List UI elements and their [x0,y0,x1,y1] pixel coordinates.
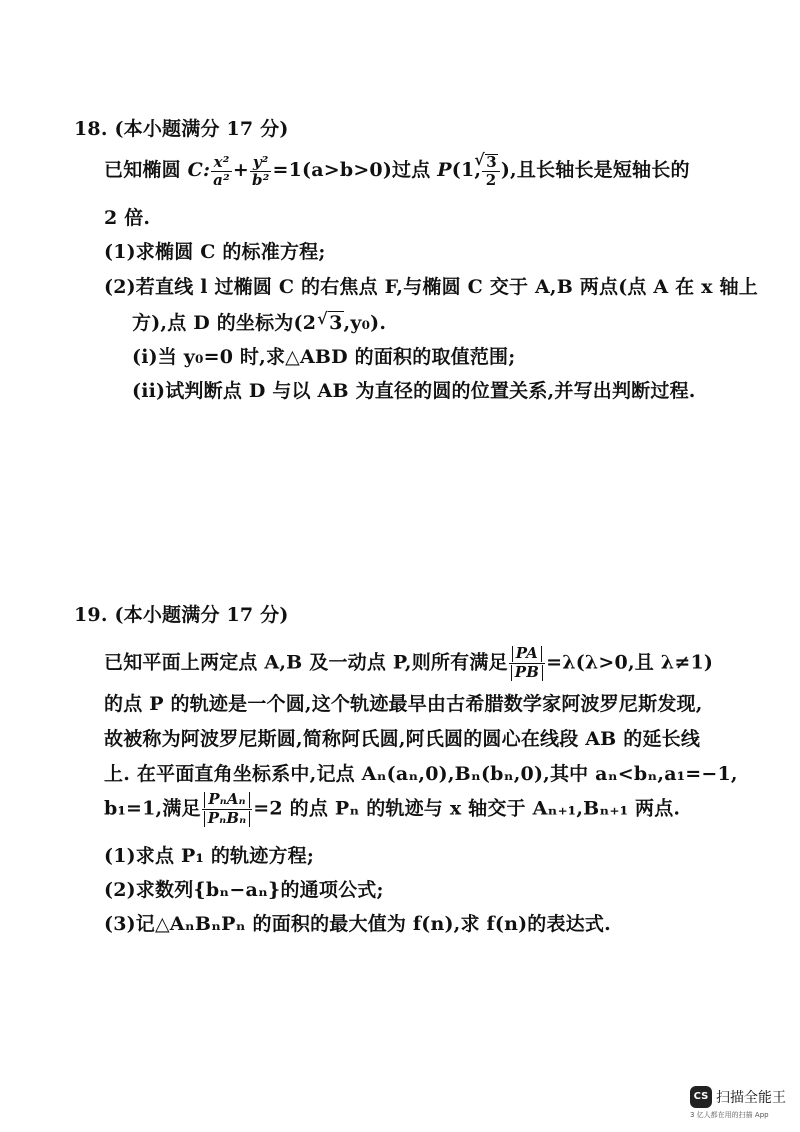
q18-l5-text-a: 方),点 D 的坐标为(2 [132,312,317,334]
q19-header: 19. (本小题满分 17 分) [74,604,289,626]
q18-part-1: (1)求椭圆 C 的标准方程; [104,241,326,263]
q18-part-2-ii: (ii)试判断点 D 与以 AB 为直径的圆的位置关系,并写出判断过程. [132,380,696,402]
q19-line-1 [104,646,713,681]
q18-line-1 [104,154,690,188]
q18-frac-x [211,152,232,189]
q19-line-4: 上. 在平面直角坐标系中,记点 Aₙ(aₙ,0),Bₙ(bₙ,0),其中 aₙ<bₙ,a₁=−1, [104,763,738,785]
q18-frac-x-den: a² [213,170,230,189]
q19-l5-text-a: b₁=1,满足 [104,797,201,820]
q19-part-2: (2)求数列{bₙ−aₙ}的通项公式; [104,879,384,901]
q19-abs-pnbn: PₙBₙ [204,811,251,827]
watermark-tagline: 3 亿人都在用的扫描 App [690,1111,769,1119]
q19-frac2-den [202,810,253,827]
q19-frac-pa-pb [509,646,545,681]
camscanner-logo-icon: CS [690,1086,712,1108]
q18-frac-sqrt-num [482,154,500,172]
q19-l5-text-b: =2 的点 Pₙ 的轨迹与 x 轴交于 Aₙ₊₁,Bₙ₊₁ 两点. [253,797,681,820]
q19-frac-num [509,646,545,664]
q19-line-3: 故被称为阿波罗尼斯圆,简称阿氏圆,阿氏圆的圆心在线段 AB 的延长线 [104,728,701,750]
q18-l1-tail: ),且长轴长是短轴长的 [500,159,690,181]
q19-l1-text-b: =λ(λ>0,且 λ≠1) [546,651,714,674]
q19-abs-pnan: PₙAₙ [204,792,249,808]
q18-frac-y [250,152,271,189]
q18-frac-sqrt-den: 2 [485,171,497,189]
q18-frac-y-num: y² [250,155,271,172]
q18-header: 18. (本小题满分 17 分) [74,118,289,140]
q18-l1-point-p: P [437,159,452,181]
q19-frac2-num [202,792,253,810]
q19-part-1: (1)求点 P₁ 的轨迹方程; [104,845,315,867]
q18-frac-y-den: b² [252,170,270,189]
q19-frac-den [509,664,545,681]
q18-l1-ellipse-name: C: [187,159,211,181]
q19-l1-text-a: 已知平面上两定点 A,B 及一动点 P,则所有满足 [104,651,508,674]
q19-frac-pnan-pnbn [202,792,253,827]
q19-abs-pb: PB [511,665,543,681]
q18-l1-plus: + [232,159,249,181]
q18-frac-x-num: x² [211,155,232,172]
q19-line-2: 的点 P 的轨迹是一个圆,这个轨迹最早由古希腊数学家阿波罗尼斯发现, [104,693,703,715]
watermark-app-name: 扫描全能王 [716,1090,786,1106]
q18-sqrt-3: √ 3 [485,154,498,170]
q18-frac-sqrt3-over-2 [482,154,500,188]
q18-part-2-cont [132,308,386,335]
q18-l1-paren: (1, [451,159,482,181]
q19-abs-pa: PA [512,646,542,662]
q18-line-2: 2 倍. [104,207,151,229]
q18-sqrt-3-b: √ 3 [328,311,343,334]
q18-l5-text-b: ,y₀). [343,312,387,334]
q18-part-2: (2)若直线 l 过椭圆 C 的右焦点 F,与椭圆 C 交于 A,B 两点(点 A 在 x 轴上 [104,276,758,298]
q19-part-3: (3)记△AₙBₙPₙ 的面积的最大值为 f(n),求 f(n)的表达式. [104,913,611,935]
q18-part-2-i: (i)当 y₀=0 时,求△ABD 的面积的取值范围; [132,346,516,368]
scanner-watermark [690,1086,786,1120]
q18-l1-text-b: =1(a>b>0)过点 [272,159,438,181]
q19-line-5 [104,792,680,827]
q18-l1-text-a: 已知椭圆 [104,159,188,181]
